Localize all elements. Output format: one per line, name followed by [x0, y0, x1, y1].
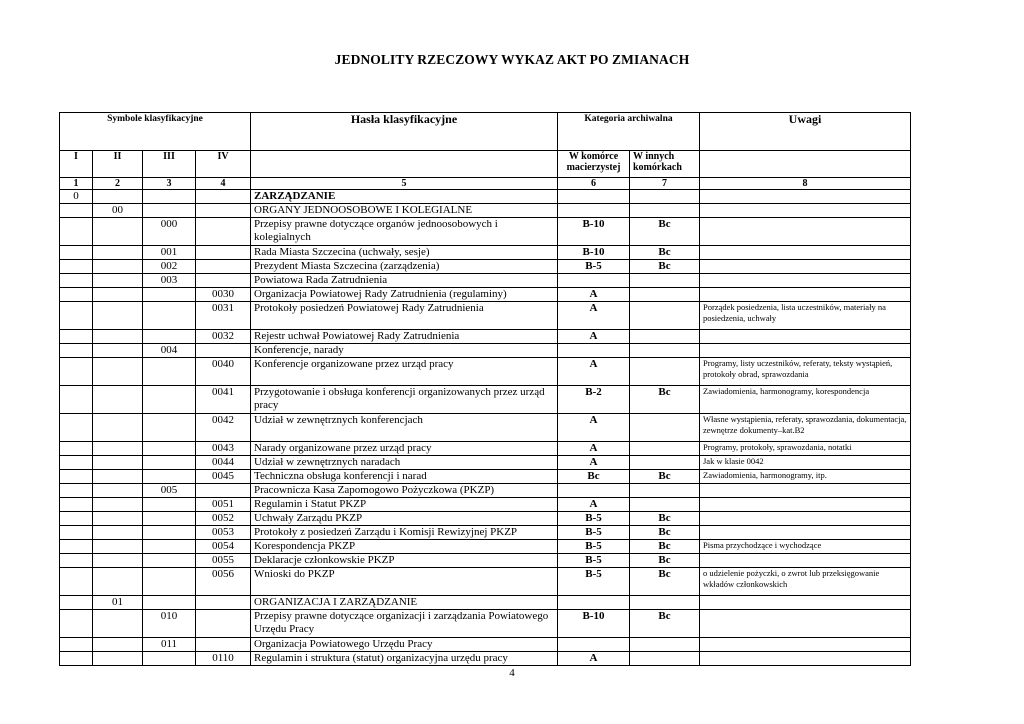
table-row — [60, 554, 911, 568]
kategoria-macierzysta-cell: B-5 — [558, 526, 630, 540]
header-level-iv: IV — [196, 151, 251, 178]
kategoria-macierzysta-cell: A — [558, 442, 630, 456]
symbol-iii — [143, 386, 196, 414]
kategoria-macierzysta-cell: B-5 — [558, 568, 630, 596]
symbol-ii — [93, 470, 143, 484]
kategoria-macierzysta-cell — [558, 484, 630, 498]
symbol-iii — [143, 330, 196, 344]
kategoria-inne-cell: Bc — [630, 526, 700, 540]
symbol-i — [60, 204, 93, 218]
symbol-iii: 004 — [143, 344, 196, 358]
kategoria-inne-cell: Bc — [630, 386, 700, 414]
uwagi-cell — [700, 260, 911, 274]
uwagi-cell: Jak w klasie 0042 — [700, 456, 911, 470]
kategoria-macierzysta-cell: A — [558, 288, 630, 302]
symbol-i — [60, 484, 93, 498]
symbol-ii — [93, 456, 143, 470]
symbol-iii — [143, 414, 196, 442]
symbol-iii: 003 — [143, 274, 196, 288]
symbol-iv: 0044 — [196, 456, 251, 470]
kategoria-inne-cell — [630, 652, 700, 666]
kategoria-inne-cell — [630, 302, 700, 330]
haslo-cell: Protokoły z posiedzeń Zarządu i Komisji Rewizyjnej PKZP — [251, 526, 558, 540]
symbol-i — [60, 652, 93, 666]
header-num-2: 2 — [93, 178, 143, 190]
haslo-cell: Organizacja Powiatowego Urzędu Pracy — [251, 638, 558, 652]
uwagi-cell: Pisma przychodzące i wychodzące — [700, 540, 911, 554]
table-row — [60, 386, 911, 414]
haslo-cell: Rada Miasta Szczecina (uchwały, sesje) — [251, 246, 558, 260]
table-row — [60, 484, 911, 498]
kategoria-inne-cell — [630, 596, 700, 610]
kategoria-macierzysta-cell: B-10 — [558, 218, 630, 246]
uwagi-cell — [700, 190, 911, 204]
symbol-ii — [93, 288, 143, 302]
kategoria-macierzysta-cell — [558, 596, 630, 610]
header-kategoria: Kategoria archiwalna — [558, 113, 700, 151]
kategoria-inne-cell — [630, 442, 700, 456]
kategoria-macierzysta-cell: A — [558, 498, 630, 512]
symbol-iv: 0052 — [196, 512, 251, 526]
symbol-i — [60, 638, 93, 652]
table-row — [60, 442, 911, 456]
symbol-iii: 000 — [143, 218, 196, 246]
symbol-ii — [93, 498, 143, 512]
symbol-iv — [196, 204, 251, 218]
kategoria-macierzysta-cell: A — [558, 330, 630, 344]
kategoria-macierzysta-cell — [558, 204, 630, 218]
symbol-ii — [93, 442, 143, 456]
symbol-i — [60, 218, 93, 246]
haslo-cell: Konferencje organizowane przez urząd pracy — [251, 358, 558, 386]
uwagi-cell: Programy, protokoły, sprawozdania, notatki — [700, 442, 911, 456]
uwagi-cell: o udzielenie pożyczki, o zwrot lub przeksięgowanie wkładów członkowskich — [700, 568, 911, 596]
symbol-ii — [93, 414, 143, 442]
kategoria-macierzysta-cell — [558, 638, 630, 652]
symbol-iii — [143, 554, 196, 568]
table-row — [60, 652, 911, 666]
symbol-i — [60, 358, 93, 386]
symbol-iv — [196, 246, 251, 260]
haslo-cell: Uchwały Zarządu PKZP — [251, 512, 558, 526]
page-number: 4 — [509, 667, 515, 679]
classification-table — [59, 112, 911, 666]
symbol-i — [60, 610, 93, 638]
kategoria-inne-cell — [630, 274, 700, 288]
uwagi-cell — [700, 218, 911, 246]
document-title: JEDNOLITY RZECZOWY WYKAZ AKT PO ZMIANACH — [334, 52, 690, 67]
kategoria-inne-cell — [630, 484, 700, 498]
symbol-ii — [93, 260, 143, 274]
symbol-iii — [143, 526, 196, 540]
symbol-i — [60, 274, 93, 288]
symbol-iii — [143, 302, 196, 330]
symbol-iii — [143, 596, 196, 610]
table-row — [60, 456, 911, 470]
symbol-iii — [143, 512, 196, 526]
header-symbole: Symbole klasyfikacyjne — [60, 113, 251, 151]
header-uwagi: Uwagi — [700, 113, 911, 151]
symbol-i — [60, 456, 93, 470]
symbol-iii: 005 — [143, 484, 196, 498]
haslo-cell: Korespondencja PKZP — [251, 540, 558, 554]
symbol-iii: 002 — [143, 260, 196, 274]
table-row — [60, 498, 911, 512]
kategoria-macierzysta-cell: Bc — [558, 470, 630, 484]
kategoria-macierzysta-cell: B-10 — [558, 610, 630, 638]
header-num-5: 5 — [251, 178, 558, 190]
symbol-ii — [93, 330, 143, 344]
uwagi-cell: Porządek posiedzenia, lista uczestników, materiały na posiedzenia, uchwały — [700, 302, 911, 330]
uwagi-cell — [700, 554, 911, 568]
table-row — [60, 540, 911, 554]
symbol-i — [60, 302, 93, 330]
table-row — [60, 638, 911, 652]
symbol-ii — [93, 358, 143, 386]
symbol-iv: 0054 — [196, 540, 251, 554]
symbol-ii — [93, 246, 143, 260]
kategoria-macierzysta-cell: B-5 — [558, 260, 630, 274]
kategoria-macierzysta-cell: B-5 — [558, 554, 630, 568]
table-row — [60, 414, 911, 442]
symbol-iv: 0043 — [196, 442, 251, 456]
kategoria-macierzysta-cell: A — [558, 456, 630, 470]
uwagi-cell — [700, 638, 911, 652]
haslo-cell: Przepisy prawne dotyczące organów jednoosobowych i kolegialnych — [251, 218, 558, 246]
table-row — [60, 302, 911, 330]
symbol-iii — [143, 442, 196, 456]
table-row — [60, 358, 911, 386]
uwagi-cell — [700, 512, 911, 526]
kategoria-inne-cell — [630, 638, 700, 652]
header-num-1: 1 — [60, 178, 93, 190]
symbol-ii — [93, 274, 143, 288]
symbol-iv — [196, 260, 251, 274]
symbol-iv: 0042 — [196, 414, 251, 442]
haslo-cell: Protokoły posiedzeń Powiatowej Rady Zatrudnienia — [251, 302, 558, 330]
table-row — [60, 610, 911, 638]
symbol-iv: 0030 — [196, 288, 251, 302]
symbol-iv: 0031 — [196, 302, 251, 330]
table-row — [60, 470, 911, 484]
uwagi-cell: Programy, listy uczestników, referaty, teksty wystąpień, protokoły obrad, sprawozdania — [700, 358, 911, 386]
uwagi-cell: Własne wystąpienia, referaty, sprawozdania, dokumentacja, zewnętrze dokumenty–kat.B2 — [700, 414, 911, 442]
symbol-i — [60, 330, 93, 344]
uwagi-cell — [700, 610, 911, 638]
table-row — [60, 568, 911, 596]
kategoria-inne-cell — [630, 358, 700, 386]
symbol-ii — [93, 512, 143, 526]
symbol-ii — [93, 638, 143, 652]
symbol-iv: 0040 — [196, 358, 251, 386]
kategoria-macierzysta-cell: B-5 — [558, 540, 630, 554]
haslo-cell: Regulamin i Statut PKZP — [251, 498, 558, 512]
symbol-ii — [93, 554, 143, 568]
symbol-iv — [196, 218, 251, 246]
symbol-i — [60, 526, 93, 540]
uwagi-cell — [700, 498, 911, 512]
symbol-i: 0 — [60, 190, 93, 204]
table-row — [60, 330, 911, 344]
haslo-cell: Przygotowanie i obsługa konferencji organizowanych przez urząd pracy — [251, 386, 558, 414]
symbol-ii — [93, 302, 143, 330]
kategoria-macierzysta-cell: B-5 — [558, 512, 630, 526]
symbol-iv: 0032 — [196, 330, 251, 344]
symbol-ii — [93, 484, 143, 498]
symbol-iv: 0045 — [196, 470, 251, 484]
haslo-cell: Deklaracje członkowskie PKZP — [251, 554, 558, 568]
symbol-i — [60, 554, 93, 568]
kategoria-inne-cell: Bc — [630, 540, 700, 554]
header-row-main — [60, 113, 911, 151]
symbol-iii: 011 — [143, 638, 196, 652]
kategoria-macierzysta-cell — [558, 190, 630, 204]
kategoria-macierzysta-cell: A — [558, 358, 630, 386]
symbol-ii — [93, 526, 143, 540]
header-num-3: 3 — [143, 178, 196, 190]
haslo-cell: Organizacja Powiatowej Rady Zatrudnienia (regulaminy) — [251, 288, 558, 302]
haslo-cell: Udział w zewnętrznych konferencjach — [251, 414, 558, 442]
header-level-ii: II — [93, 151, 143, 178]
header-num-7: 7 — [630, 178, 700, 190]
symbol-ii: 00 — [93, 204, 143, 218]
symbol-iv — [196, 638, 251, 652]
uwagi-cell — [700, 344, 911, 358]
symbol-ii — [93, 610, 143, 638]
table-row — [60, 526, 911, 540]
symbol-ii — [93, 218, 143, 246]
uwagi-cell — [700, 246, 911, 260]
kategoria-inne-cell — [630, 414, 700, 442]
kategoria-inne-cell — [630, 344, 700, 358]
symbol-i — [60, 344, 93, 358]
kategoria-macierzysta-cell: A — [558, 414, 630, 442]
table-row — [60, 512, 911, 526]
uwagi-cell — [700, 288, 911, 302]
symbol-i — [60, 470, 93, 484]
uwagi-cell: Zawiadomienia, harmonogramy, itp. — [700, 470, 911, 484]
table-row — [60, 260, 911, 274]
kategoria-macierzysta-cell: B-2 — [558, 386, 630, 414]
header-w-komorce: W komórce macierzystej — [558, 151, 630, 178]
kategoria-macierzysta-cell: A — [558, 652, 630, 666]
symbol-i — [60, 442, 93, 456]
haslo-cell: Konferencje, narady — [251, 344, 558, 358]
header-blank-uwagi — [700, 151, 911, 178]
haslo-cell: Prezydent Miasta Szczecina (zarządzenia) — [251, 260, 558, 274]
table-row — [60, 218, 911, 246]
symbol-iii: 001 — [143, 246, 196, 260]
uwagi-cell — [700, 484, 911, 498]
symbol-iv — [196, 344, 251, 358]
kategoria-inne-cell: Bc — [630, 218, 700, 246]
haslo-cell: Pracownicza Kasa Zapomogowo Pożyczkowa (PKZP) — [251, 484, 558, 498]
haslo-cell: Przepisy prawne dotyczące organizacji i zarządzania Powiatowego Urzędu Pracy — [251, 610, 558, 638]
symbol-ii — [93, 540, 143, 554]
symbol-i — [60, 288, 93, 302]
kategoria-inne-cell — [630, 330, 700, 344]
uwagi-cell — [700, 330, 911, 344]
table-row — [60, 204, 911, 218]
haslo-cell: Udział w zewnętrznych naradach — [251, 456, 558, 470]
kategoria-inne-cell: Bc — [630, 554, 700, 568]
symbol-iii — [143, 204, 196, 218]
kategoria-inne-cell: Bc — [630, 512, 700, 526]
symbol-iii — [143, 498, 196, 512]
haslo-cell: Rejestr uchwał Powiatowej Rady Zatrudnienia — [251, 330, 558, 344]
kategoria-inne-cell — [630, 190, 700, 204]
header-num-4: 4 — [196, 178, 251, 190]
symbol-ii — [93, 190, 143, 204]
haslo-cell: Powiatowa Rada Zatrudnienia — [251, 274, 558, 288]
uwagi-cell: Zawiadomienia, harmonogramy, korespondencja — [700, 386, 911, 414]
kategoria-inne-cell: Bc — [630, 568, 700, 596]
uwagi-cell — [700, 526, 911, 540]
symbol-i — [60, 260, 93, 274]
symbol-iv — [196, 610, 251, 638]
symbol-ii — [93, 652, 143, 666]
header-level-i: I — [60, 151, 93, 178]
header-w-innych: W innych komórkach — [630, 151, 700, 178]
kategoria-inne-cell — [630, 498, 700, 512]
table-row — [60, 344, 911, 358]
table-row — [60, 596, 911, 610]
symbol-iii: 010 — [143, 610, 196, 638]
symbol-i — [60, 386, 93, 414]
symbol-i — [60, 414, 93, 442]
haslo-cell: ZARZĄDZANIE — [251, 190, 558, 204]
symbol-ii — [93, 386, 143, 414]
symbol-iii — [143, 288, 196, 302]
haslo-cell: Techniczna obsługa konferencji i narad — [251, 470, 558, 484]
kategoria-inne-cell — [630, 456, 700, 470]
kategoria-inne-cell: Bc — [630, 470, 700, 484]
symbol-iii — [143, 540, 196, 554]
header-num-6: 6 — [558, 178, 630, 190]
kategoria-inne-cell — [630, 204, 700, 218]
uwagi-cell — [700, 652, 911, 666]
haslo-cell: ORGANIZACJA I ZARZĄDZANIE — [251, 596, 558, 610]
haslo-cell: Wnioski do PKZP — [251, 568, 558, 596]
symbol-ii — [93, 344, 143, 358]
symbol-iii — [143, 568, 196, 596]
kategoria-macierzysta-cell — [558, 344, 630, 358]
header-num-8: 8 — [700, 178, 911, 190]
kategoria-inne-cell: Bc — [630, 260, 700, 274]
kategoria-inne-cell: Bc — [630, 246, 700, 260]
uwagi-cell — [700, 204, 911, 218]
header-row-levels — [60, 151, 911, 178]
symbol-iv: 0051 — [196, 498, 251, 512]
symbol-iii — [143, 190, 196, 204]
table-row — [60, 190, 911, 204]
symbol-i — [60, 540, 93, 554]
symbol-ii: 01 — [93, 596, 143, 610]
haslo-cell: Regulamin i struktura (statut) organizacyjna urzędu pracy — [251, 652, 558, 666]
kategoria-macierzysta-cell: A — [558, 302, 630, 330]
haslo-cell: ORGANY JEDNOOSOBOWE I KOLEGIALNE — [251, 204, 558, 218]
header-blank — [251, 151, 558, 178]
table-row — [60, 288, 911, 302]
symbol-iv: 0110 — [196, 652, 251, 666]
symbol-i — [60, 498, 93, 512]
symbol-i — [60, 596, 93, 610]
kategoria-inne-cell — [630, 288, 700, 302]
table-row — [60, 246, 911, 260]
symbol-i — [60, 246, 93, 260]
kategoria-macierzysta-cell — [558, 274, 630, 288]
symbol-i — [60, 512, 93, 526]
symbol-iii — [143, 470, 196, 484]
symbol-i — [60, 568, 93, 596]
symbol-iv — [196, 190, 251, 204]
uwagi-cell — [700, 596, 911, 610]
symbol-iii — [143, 456, 196, 470]
header-level-iii: III — [143, 151, 196, 178]
kategoria-macierzysta-cell: B-10 — [558, 246, 630, 260]
symbol-iv — [196, 596, 251, 610]
symbol-iii — [143, 652, 196, 666]
symbol-iv — [196, 274, 251, 288]
symbol-iv: 0056 — [196, 568, 251, 596]
symbol-iii — [143, 358, 196, 386]
symbol-iv: 0041 — [196, 386, 251, 414]
symbol-iv: 0053 — [196, 526, 251, 540]
uwagi-cell — [700, 274, 911, 288]
haslo-cell: Narady organizowane przez urząd pracy — [251, 442, 558, 456]
symbol-iv — [196, 484, 251, 498]
header-row-numbers — [60, 178, 911, 190]
header-hasla: Hasła klasyfikacyjne — [251, 113, 558, 151]
kategoria-inne-cell: Bc — [630, 610, 700, 638]
symbol-ii — [93, 568, 143, 596]
symbol-iv: 0055 — [196, 554, 251, 568]
table-row — [60, 274, 911, 288]
